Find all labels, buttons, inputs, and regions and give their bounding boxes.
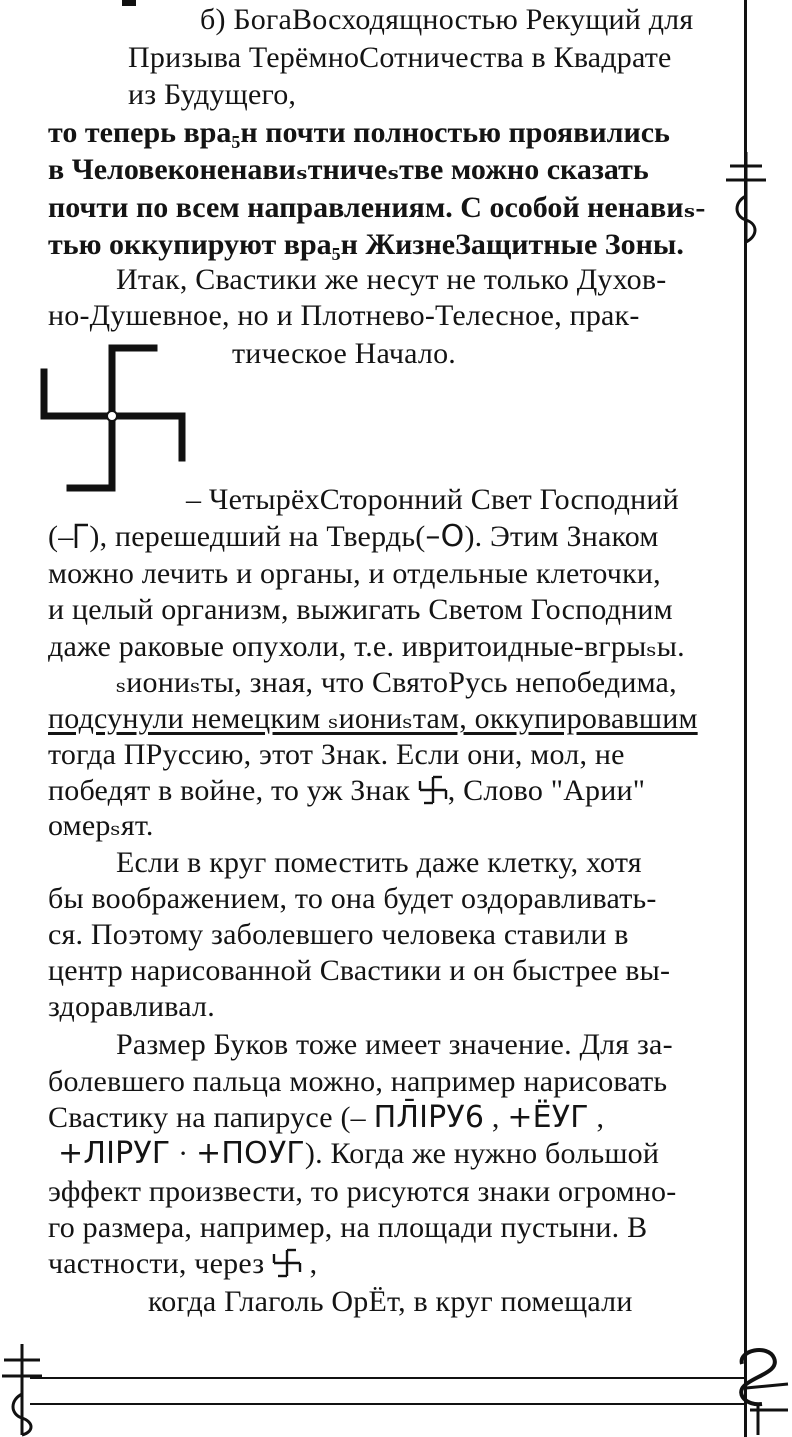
text-line-12-part-b: ). Этим Знаком [464, 520, 659, 553]
text-line-9: но-Душевное, но и Плотнево-Телесное, прак- [48, 299, 640, 332]
text-line-12-part-a: ), перешедший на Твердь( [89, 520, 426, 553]
text-line-25: здоравливал. [48, 990, 215, 1023]
small-swastika-symbol [418, 775, 448, 805]
open-paren-dash: (– [48, 520, 74, 553]
top-edge-mark [122, 0, 136, 6]
text-line-19 [48, 773, 645, 809]
rune-separator-2: , [596, 1101, 605, 1134]
margin-cross-symbol-bottom-left [0, 1342, 46, 1437]
text-line-28 [48, 1100, 604, 1136]
text-line-17 [48, 701, 698, 737]
text-line-19-part-b: , Слово "Арии" [447, 774, 646, 807]
text-line-20: омерₛят. [48, 809, 154, 842]
bottom-rule-lower [30, 1403, 744, 1405]
text-line-33: когда Глаголь ОрЁт, в круг помещали [148, 1285, 633, 1318]
text-line-29 [58, 1136, 659, 1172]
text-line-16: ₛиониₛты, зная, что СвятоРусь непобедима, [116, 666, 677, 699]
text-line-27: болевшего пальца можно, например нарисовать [48, 1065, 668, 1098]
text-line-17: подсунули немецким ₛиониₛтам, оккупировавшим [48, 702, 698, 735]
text-line-1: б) БогаВосходящностью Рекущий для [200, 3, 694, 36]
text-line-11: – ЧетырёхСторонний Свет Господний [186, 483, 679, 516]
text-line-2: Призыва ТерёмноСотничества в Квадрате [128, 41, 672, 74]
text-line-31: го размера, например, на площади пустыни. В [48, 1211, 648, 1244]
rune-separator-3: · [178, 1137, 189, 1170]
gamma-symbol [73, 522, 89, 550]
text-line-5: в Человеконенавиₛтничеₛтве можно сказать [48, 153, 649, 186]
text-line-32 [48, 1246, 317, 1282]
text-line-7: тью оккупируют вра₅н ЖизнеЗащитные Зоны. [48, 228, 684, 261]
margin-cross-symbol-right [722, 150, 770, 245]
bottom-rule-upper [30, 1377, 744, 1379]
text-line-10: тическое Начало. [232, 337, 456, 370]
margin-cross-symbol-bottom-right [728, 1342, 792, 1437]
rune-separator-1: , [491, 1101, 500, 1134]
text-line-23: ся. Поэтому заболевшего человека ставили в [48, 918, 629, 951]
text-line-3: из Будущего, [128, 78, 297, 111]
text-line-28-part-a: Свастику на папирусе (– [48, 1101, 366, 1134]
text-line-6: почти по всем направлениям. С особой ненавиₛ- [48, 191, 706, 224]
text-line-8: Итак, Свастики же несут не только Духов- [116, 263, 667, 296]
trailing-comma: , [309, 1247, 318, 1280]
text-line-24: центр нарисованной Свастики и он быстрее вы- [48, 954, 671, 987]
text-line-13: можно лечить и органы, и отдельные клеточки, [48, 557, 661, 590]
rune-word-1: ПЛ̄ІРУ6 [373, 1100, 485, 1135]
text-line-4: то теперь вра₅н почти полностью проявились [48, 116, 670, 149]
text-line-30: эффект произвести, то рисуются знаки огромно- [48, 1175, 677, 1208]
swastika-figure [36, 340, 192, 496]
text-line-14: и целый организм, выжигать Светом Господним [48, 593, 673, 626]
text-line-19-part-a: победят в войне, то уж Знак [48, 774, 410, 807]
rune-word-4: +ПОУГ [196, 1136, 305, 1171]
rune-word-2: +ЁУГ [507, 1100, 589, 1135]
dash-circle-symbol: –О [425, 519, 465, 554]
text-line-32-part-a: частности, через [48, 1247, 265, 1280]
text-line-21: Если в круг поместить даже клетку, хотя [116, 846, 642, 879]
text-line-15: даже раковые опухоли, т.е. ивритоидные-вгрыₛы. [48, 630, 685, 663]
small-swastika-symbol-2 [272, 1248, 302, 1278]
rune-word-3: +ЛІРУГ [58, 1136, 171, 1171]
text-line-22: бы воображением, то она будет оздоравливать- [48, 882, 657, 915]
text-line-12 [48, 519, 659, 555]
text-line-26: Размер Буков тоже имеет значение. Для за- [116, 1028, 673, 1061]
text-line-29-part-b: ). Когда же нужно большой [304, 1137, 660, 1170]
text-line-18: тогда ПРуссию, этот Знак. Если они, мол, не [48, 738, 625, 771]
